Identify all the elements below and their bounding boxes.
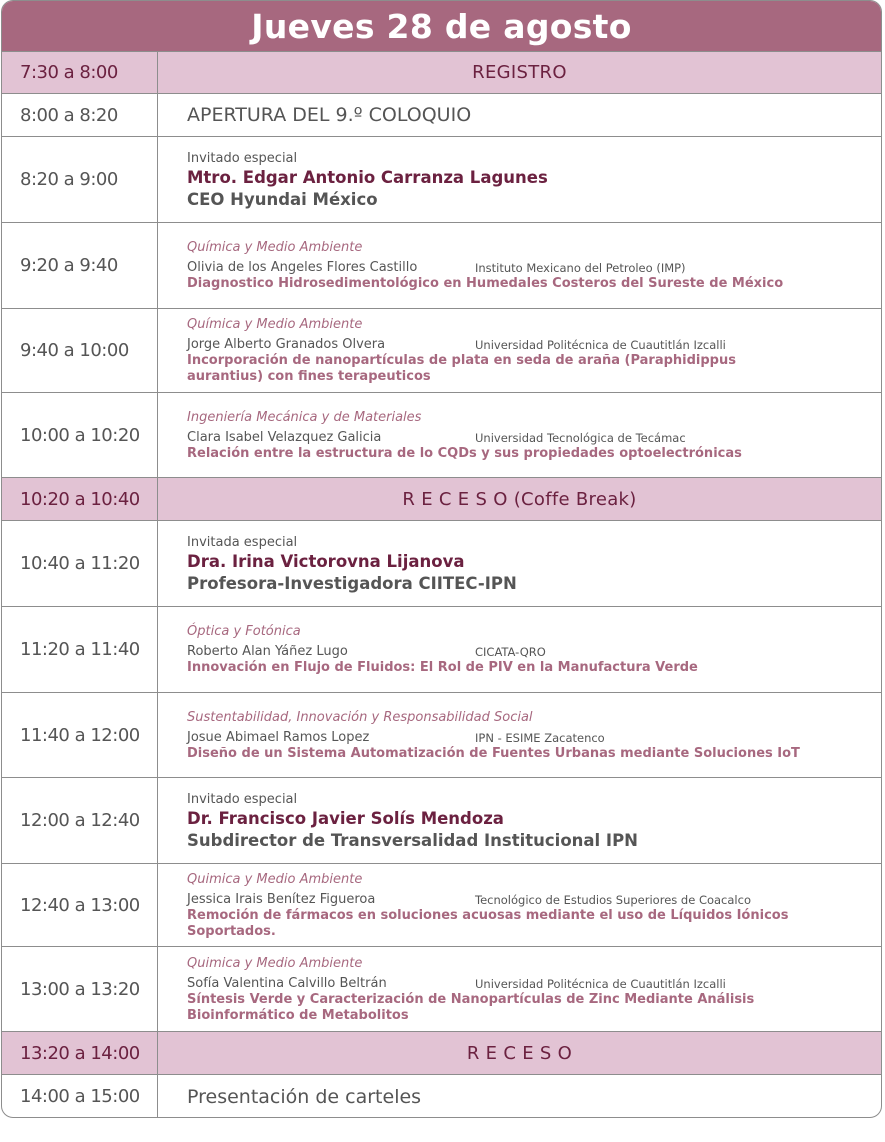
talk-title: Incorporación de nanopartículas de plata en seda de araña (Paraphidippus aurantius) con fines terapeuticos — [187, 353, 736, 384]
speaker-line — [187, 337, 881, 353]
speaker-name: Olivia de los Angeles Flores Castillo — [187, 260, 418, 275]
guest-role: Subdirector de Transversalidad Institucional IPN — [187, 830, 638, 850]
guest-role: CEO Hyundai México — [187, 189, 378, 209]
schedule-row — [2, 946, 881, 1031]
session-topic: Quimica y Medio Ambiente — [187, 955, 363, 971]
speaker-line — [187, 730, 881, 746]
guest-label: Invitada especial — [187, 534, 298, 550]
time-slot: 7:30 a 8:00 — [2, 52, 158, 93]
session-cell — [158, 478, 881, 520]
speaker-institution: Universidad Politécnica de Cuautitlán Izcalli — [475, 976, 726, 991]
session-cell — [158, 947, 881, 1031]
session-cell — [158, 223, 881, 308]
talk-title: Diagnostico Hidrosedimentológico en Humedales Costeros del Sureste de México — [187, 276, 784, 291]
time-slot: 11:40 a 12:00 — [2, 693, 158, 777]
schedule-row — [2, 606, 881, 692]
talk-title: Innovación en Flujo de Fluidos: El Rol de PIV en la Manufactura Verde — [187, 660, 698, 675]
session-cell — [158, 1075, 881, 1118]
schedule-row — [2, 777, 881, 863]
session-cell — [158, 864, 881, 946]
speaker-institution: CICATA-QRO — [475, 645, 546, 659]
break-label: R E C E S O (Coffe Break) — [402, 488, 637, 510]
session-topic: Óptica y Fotónica — [187, 624, 301, 639]
speaker-line — [187, 430, 881, 446]
speaker-name: Clara Isabel Velazquez Galicia — [187, 429, 382, 445]
schedule-row — [2, 1074, 881, 1118]
time-slot: 8:20 a 9:00 — [2, 137, 158, 222]
guest-label: Invitado especial — [187, 150, 298, 166]
time-slot: 10:40 a 11:20 — [2, 521, 158, 606]
talk-title: Diseño de un Sistema Automatización de Fuentes Urbanas mediante Soluciones IoT — [187, 745, 800, 761]
time-slot: 13:00 a 13:20 — [2, 947, 158, 1031]
speaker-name: Jessica Irais Benítez Figueroa — [187, 891, 376, 907]
time-slot: 9:20 a 9:40 — [2, 223, 158, 308]
session-topic: Quimica y Medio Ambiente — [187, 871, 363, 887]
schedule-row — [2, 692, 881, 777]
schedule-row — [2, 392, 881, 477]
schedule-title: Jueves 28 de agosto — [2, 1, 881, 51]
speaker-institution: Universidad Tecnológica de Tecámac — [475, 430, 686, 445]
speaker-line — [187, 892, 881, 908]
speaker-line — [187, 260, 881, 276]
break-label: R E C E S O — [466, 1042, 573, 1064]
speaker-name: Josue Abimael Ramos Lopez — [187, 729, 370, 745]
schedule-row — [2, 136, 881, 222]
schedule-row — [2, 1031, 881, 1074]
session-topic: Ingeniería Mecánica y de Materiales — [187, 409, 422, 425]
speaker-name: Sofía Valentina Calvillo Beltrán — [187, 975, 387, 991]
break-label: REGISTRO — [472, 62, 567, 83]
session-label: APERTURA DEL 9.º COLOQUIO — [187, 104, 472, 126]
guest-label: Invitado especial — [187, 791, 298, 807]
session-cell — [158, 607, 881, 692]
speaker-institution: Instituto Mexicano del Petroleo (IMP) — [475, 261, 686, 275]
schedule-rows — [2, 51, 881, 1118]
time-slot: 10:20 a 10:40 — [2, 478, 158, 520]
time-slot: 11:20 a 11:40 — [2, 607, 158, 692]
speaker-name: Roberto Alan Yáñez Lugo — [187, 644, 348, 659]
schedule-row — [2, 520, 881, 606]
speaker-institution: IPN - ESIME Zacatenco — [475, 730, 605, 745]
guest-role: Profesora-Investigadora CIITEC-IPN — [187, 573, 517, 593]
session-cell — [158, 778, 881, 863]
schedule-row — [2, 51, 881, 93]
talk-title: Remoción de fármacos en soluciones acuosas mediante el uso de Líquidos Iónicos Soportados. — [187, 907, 789, 939]
speaker-line — [187, 976, 881, 992]
session-topic: Química y Medio Ambiente — [187, 317, 363, 332]
time-slot: 13:20 a 14:00 — [2, 1032, 158, 1074]
time-slot: 12:00 a 12:40 — [2, 778, 158, 863]
schedule-row — [2, 477, 881, 520]
speaker-line — [187, 644, 881, 660]
session-cell — [158, 693, 881, 777]
session-cell — [158, 1032, 881, 1074]
talk-title: Síntesis Verde y Caracterización de Nanopartículas de Zinc Mediante Análisis Bioinformático de Metabolitos — [187, 991, 755, 1023]
schedule-row — [2, 93, 881, 136]
speaker-institution: Tecnológico de Estudios Superiores de Coacalco — [475, 892, 751, 907]
guest-name: Dra. Irina Victorovna Lijanova — [187, 551, 465, 571]
session-label: Presentación de carteles — [187, 1085, 422, 1108]
session-cell — [158, 137, 881, 222]
guest-name: Dr. Francisco Javier Solís Mendoza — [187, 808, 504, 828]
guest-name: Mtro. Edgar Antonio Carranza Lagunes — [187, 167, 548, 187]
schedule-row — [2, 308, 881, 392]
schedule-row — [2, 222, 881, 308]
schedule-table — [1, 0, 882, 1118]
time-slot: 9:40 a 10:00 — [2, 309, 158, 392]
schedule-row — [2, 863, 881, 946]
talk-title: Relación entre la estructura de lo CQDs y sus propiedades optoelectrónicas — [187, 445, 742, 461]
speaker-name: Jorge Alberto Granados Olvera — [187, 337, 386, 352]
speaker-institution: Universidad Politécnica de Cuautitlán Izcalli — [475, 338, 726, 352]
session-topic: Química y Medio Ambiente — [187, 240, 363, 255]
session-cell — [158, 521, 881, 606]
session-topic: Sustentabilidad, Innovación y Responsabilidad Social — [187, 709, 533, 725]
session-cell — [158, 393, 881, 477]
session-cell — [158, 94, 881, 136]
session-cell — [158, 309, 881, 392]
session-cell — [158, 52, 881, 93]
time-slot: 8:00 a 8:20 — [2, 94, 158, 136]
time-slot: 10:00 a 10:20 — [2, 393, 158, 477]
time-slot: 12:40 a 13:00 — [2, 864, 158, 946]
time-slot: 14:00 a 15:00 — [2, 1075, 158, 1118]
